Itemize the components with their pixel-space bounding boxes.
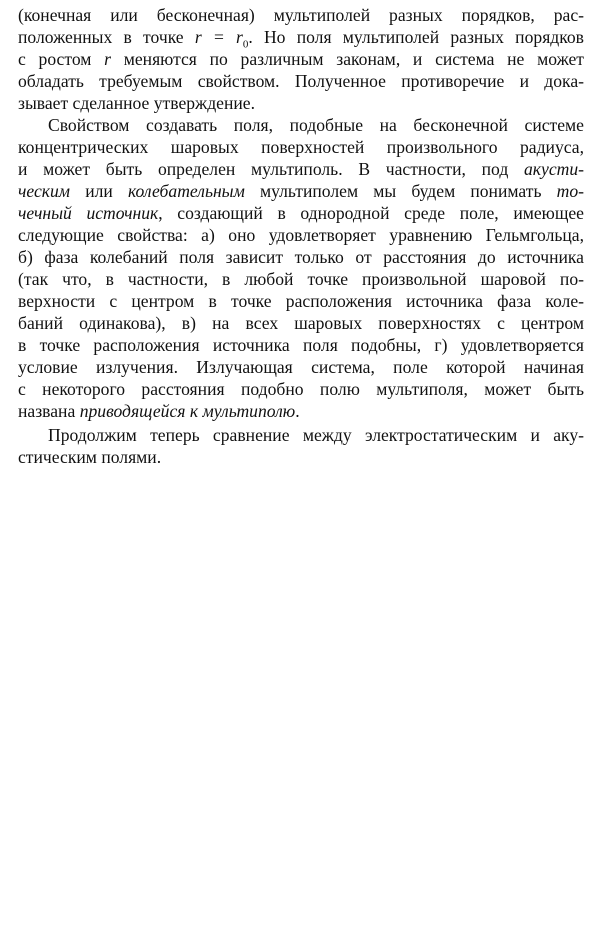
text-line: б) фаза колебаний поля зависит только от расстояния до источника	[18, 247, 584, 267]
text-line: Продолжим теперь сравнение между электростатическим и аку-	[48, 425, 584, 445]
text-line: с некоторого расстояния подобно полю мультиполя, может быть	[18, 379, 584, 399]
text-line: условие излучения. Излучающая система, поле которой начиная	[18, 357, 584, 377]
text-line: ческим или колебательным мультиполем мы будем понимать то-	[18, 181, 584, 201]
text-line: Свойством создавать поля, подобные на бесконечной системе	[48, 115, 584, 135]
text-line: положенных в точке $r = r_0$. Но поля мультиполей разных порядков	[18, 27, 584, 51]
text-line: стическим полями.	[18, 447, 162, 467]
text-line: (так что, в частности, в любой точке произвольной шаровой по-	[18, 269, 584, 289]
text-line: чечный источник, создающий в однородной среде поле, имеющее	[18, 203, 584, 223]
text-line: баний одинакова), в) на всех шаровых поверхностях с центром	[18, 313, 584, 333]
text-line: названа приводящейся к мультиполю.	[18, 401, 300, 421]
text-line: в точке расположения источника поля подобны, г) удовлетворяется	[18, 335, 584, 355]
text-line: концентрических шаровых поверхностей произвольного радиуса,	[18, 137, 584, 157]
text-line: с ростом r меняются по различным законам, и система не может	[18, 49, 584, 69]
text-line: (конечная или бесконечная) мультиполей разных порядков, рас-	[18, 5, 584, 25]
text-line: обладать требуемым свойством. Полученное противоречие и дока-	[18, 71, 584, 91]
text-line: верхности с центром в точке расположения источника фаза коле-	[18, 291, 584, 311]
text-line: зывает сделанное утверждение.	[18, 93, 256, 113]
text-line: следующие свойства: а) оно удовлетворяет уравнению Гельмгольца,	[18, 225, 584, 245]
text-line: и может быть определен мультиполь. В частности, под акусти-	[18, 159, 584, 179]
